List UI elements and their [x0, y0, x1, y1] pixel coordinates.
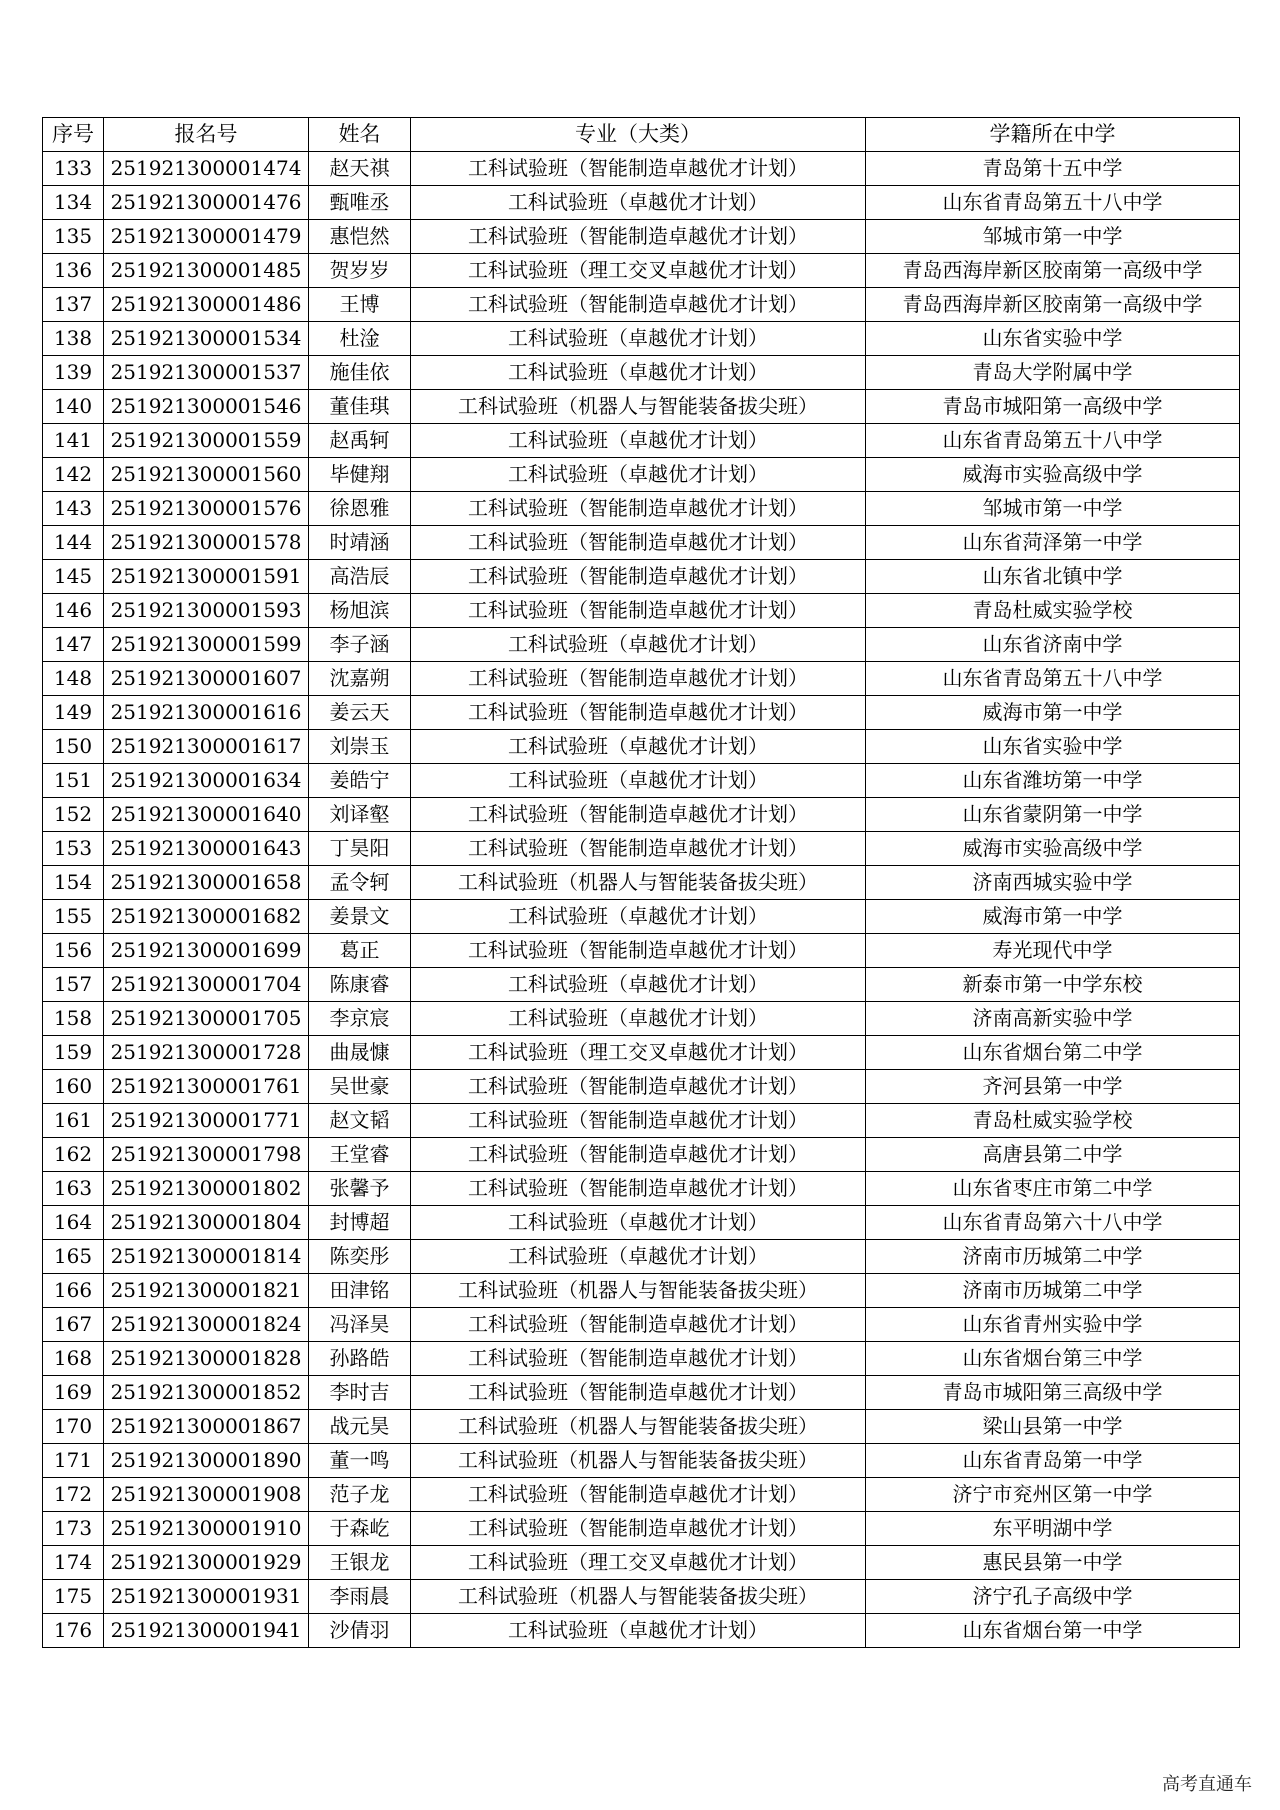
cell-seq: 136: [43, 254, 104, 288]
cell-major: 工科试验班（机器人与智能装备拔尖班）: [411, 866, 866, 900]
cell-name: 战元昊: [309, 1410, 411, 1444]
cell-seq: 159: [43, 1036, 104, 1070]
cell-major: 工科试验班（理工交叉卓越优才计划）: [411, 1036, 866, 1070]
cell-major: 工科试验班（卓越优才计划）: [411, 356, 866, 390]
cell-name: 吴世豪: [309, 1070, 411, 1104]
cell-registration-no: 251921300001728: [104, 1036, 309, 1070]
cell-major: 工科试验班（智能制造卓越优才计划）: [411, 526, 866, 560]
cell-registration-no: 251921300001591: [104, 560, 309, 594]
table-row: [43, 560, 1240, 594]
cell-registration-no: 251921300001804: [104, 1206, 309, 1240]
cell-school: 威海市实验高级中学: [866, 832, 1240, 866]
cell-registration-no: 251921300001576: [104, 492, 309, 526]
cell-seq: 157: [43, 968, 104, 1002]
table-row: [43, 152, 1240, 186]
cell-school: 邹城市第一中学: [866, 220, 1240, 254]
cell-registration-no: 251921300001578: [104, 526, 309, 560]
cell-name: 杜淦: [309, 322, 411, 356]
cell-registration-no: 251921300001761: [104, 1070, 309, 1104]
cell-school: 东平明湖中学: [866, 1512, 1240, 1546]
table-row: [43, 1546, 1240, 1580]
cell-school: 济南西城实验中学: [866, 866, 1240, 900]
cell-registration-no: 251921300001908: [104, 1478, 309, 1512]
table-row: [43, 526, 1240, 560]
cell-name: 孟令轲: [309, 866, 411, 900]
table-row: [43, 696, 1240, 730]
cell-registration-no: 251921300001821: [104, 1274, 309, 1308]
cell-seq: 155: [43, 900, 104, 934]
cell-school: 济宁孔子高级中学: [866, 1580, 1240, 1614]
cell-school: 济南高新实验中学: [866, 1002, 1240, 1036]
cell-school: 山东省烟台第二中学: [866, 1036, 1240, 1070]
cell-seq: 144: [43, 526, 104, 560]
cell-school: 青岛第十五中学: [866, 152, 1240, 186]
cell-registration-no: 251921300001643: [104, 832, 309, 866]
cell-major: 工科试验班（卓越优才计划）: [411, 900, 866, 934]
cell-school: 山东省枣庄市第二中学: [866, 1172, 1240, 1206]
table-row: [43, 764, 1240, 798]
cell-registration-no: 251921300001537: [104, 356, 309, 390]
cell-name: 曲晟慷: [309, 1036, 411, 1070]
table-row: [43, 322, 1240, 356]
cell-registration-no: 251921300001931: [104, 1580, 309, 1614]
cell-school: 青岛市城阳第三高级中学: [866, 1376, 1240, 1410]
cell-registration-no: 251921300001534: [104, 322, 309, 356]
cell-school: 济宁市兖州区第一中学: [866, 1478, 1240, 1512]
cell-seq: 161: [43, 1104, 104, 1138]
cell-seq: 156: [43, 934, 104, 968]
cell-name: 贺岁岁: [309, 254, 411, 288]
header-major: 专业（大类）: [411, 118, 866, 152]
cell-name: 董一鸣: [309, 1444, 411, 1478]
table-row: [43, 1614, 1240, 1648]
table-header-row: [43, 118, 1240, 152]
cell-major: 工科试验班（卓越优才计划）: [411, 1240, 866, 1274]
cell-seq: 167: [43, 1308, 104, 1342]
cell-seq: 165: [43, 1240, 104, 1274]
cell-major: 工科试验班（智能制造卓越优才计划）: [411, 288, 866, 322]
cell-name: 丁昊阳: [309, 832, 411, 866]
cell-school: 青岛西海岸新区胶南第一高级中学: [866, 254, 1240, 288]
cell-seq: 154: [43, 866, 104, 900]
table-row: [43, 1478, 1240, 1512]
table-row: [43, 1376, 1240, 1410]
cell-major: 工科试验班（卓越优才计划）: [411, 1206, 866, 1240]
cell-seq: 170: [43, 1410, 104, 1444]
table-row: [43, 1070, 1240, 1104]
table-row: [43, 424, 1240, 458]
cell-school: 济南市历城第二中学: [866, 1240, 1240, 1274]
cell-seq: 135: [43, 220, 104, 254]
cell-school: 山东省青州实验中学: [866, 1308, 1240, 1342]
cell-registration-no: 251921300001474: [104, 152, 309, 186]
cell-seq: 143: [43, 492, 104, 526]
cell-name: 姜景文: [309, 900, 411, 934]
cell-registration-no: 251921300001941: [104, 1614, 309, 1648]
cell-seq: 133: [43, 152, 104, 186]
table-row: [43, 832, 1240, 866]
table-row: [43, 1002, 1240, 1036]
cell-registration-no: 251921300001699: [104, 934, 309, 968]
cell-name: 徐恩雅: [309, 492, 411, 526]
cell-major: 工科试验班（智能制造卓越优才计划）: [411, 1512, 866, 1546]
cell-major: 工科试验班（智能制造卓越优才计划）: [411, 696, 866, 730]
cell-name: 李京宸: [309, 1002, 411, 1036]
cell-major: 工科试验班（机器人与智能装备拔尖班）: [411, 1444, 866, 1478]
cell-registration-no: 251921300001546: [104, 390, 309, 424]
cell-name: 陈奕彤: [309, 1240, 411, 1274]
cell-name: 姜云天: [309, 696, 411, 730]
table-row: [43, 1444, 1240, 1478]
cell-seq: 175: [43, 1580, 104, 1614]
table-row: [43, 492, 1240, 526]
cell-seq: 137: [43, 288, 104, 322]
cell-major: 工科试验班（智能制造卓越优才计划）: [411, 1138, 866, 1172]
cell-name: 董佳琪: [309, 390, 411, 424]
cell-registration-no: 251921300001658: [104, 866, 309, 900]
cell-seq: 138: [43, 322, 104, 356]
cell-seq: 160: [43, 1070, 104, 1104]
cell-major: 工科试验班（卓越优才计划）: [411, 968, 866, 1002]
cell-major: 工科试验班（卓越优才计划）: [411, 1002, 866, 1036]
table-row: [43, 288, 1240, 322]
cell-name: 封博超: [309, 1206, 411, 1240]
table-row: [43, 1138, 1240, 1172]
table-row: [43, 1172, 1240, 1206]
cell-name: 施佳依: [309, 356, 411, 390]
cell-name: 高浩辰: [309, 560, 411, 594]
table-row: [43, 594, 1240, 628]
cell-major: 工科试验班（智能制造卓越优才计划）: [411, 832, 866, 866]
cell-major: 工科试验班（智能制造卓越优才计划）: [411, 1104, 866, 1138]
cell-registration-no: 251921300001479: [104, 220, 309, 254]
cell-seq: 151: [43, 764, 104, 798]
cell-major: 工科试验班（卓越优才计划）: [411, 628, 866, 662]
cell-seq: 139: [43, 356, 104, 390]
cell-seq: 147: [43, 628, 104, 662]
cell-seq: 168: [43, 1342, 104, 1376]
table-row: [43, 1240, 1240, 1274]
cell-name: 毕健翔: [309, 458, 411, 492]
cell-seq: 171: [43, 1444, 104, 1478]
cell-seq: 169: [43, 1376, 104, 1410]
cell-name: 杨旭滨: [309, 594, 411, 628]
cell-registration-no: 251921300001771: [104, 1104, 309, 1138]
table-row: [43, 934, 1240, 968]
cell-registration-no: 251921300001640: [104, 798, 309, 832]
table-row: [43, 662, 1240, 696]
cell-registration-no: 251921300001634: [104, 764, 309, 798]
cell-registration-no: 251921300001824: [104, 1308, 309, 1342]
cell-name: 王银龙: [309, 1546, 411, 1580]
cell-major: 工科试验班（机器人与智能装备拔尖班）: [411, 1410, 866, 1444]
cell-school: 山东省菏泽第一中学: [866, 526, 1240, 560]
cell-major: 工科试验班（智能制造卓越优才计划）: [411, 798, 866, 832]
cell-school: 青岛市城阳第一高级中学: [866, 390, 1240, 424]
cell-major: 工科试验班（智能制造卓越优才计划）: [411, 662, 866, 696]
table-row: [43, 1274, 1240, 1308]
cell-major: 工科试验班（智能制造卓越优才计划）: [411, 934, 866, 968]
cell-seq: 142: [43, 458, 104, 492]
header-registration-no: 报名号: [104, 118, 309, 152]
cell-major: 工科试验班（智能制造卓越优才计划）: [411, 1478, 866, 1512]
cell-school: 山东省青岛第五十八中学: [866, 424, 1240, 458]
cell-seq: 141: [43, 424, 104, 458]
cell-registration-no: 251921300001867: [104, 1410, 309, 1444]
cell-registration-no: 251921300001910: [104, 1512, 309, 1546]
cell-seq: 148: [43, 662, 104, 696]
table-row: [43, 390, 1240, 424]
cell-seq: 152: [43, 798, 104, 832]
cell-school: 邹城市第一中学: [866, 492, 1240, 526]
cell-name: 沈嘉朔: [309, 662, 411, 696]
cell-school: 山东省青岛第五十八中学: [866, 662, 1240, 696]
cell-school: 齐河县第一中学: [866, 1070, 1240, 1104]
cell-major: 工科试验班（卓越优才计划）: [411, 764, 866, 798]
cell-name: 于森屹: [309, 1512, 411, 1546]
table-row: [43, 220, 1240, 254]
cell-registration-no: 251921300001599: [104, 628, 309, 662]
cell-school: 山东省烟台第三中学: [866, 1342, 1240, 1376]
cell-school: 青岛西海岸新区胶南第一高级中学: [866, 288, 1240, 322]
cell-major: 工科试验班（智能制造卓越优才计划）: [411, 220, 866, 254]
cell-registration-no: 251921300001890: [104, 1444, 309, 1478]
cell-registration-no: 251921300001616: [104, 696, 309, 730]
cell-name: 时靖涵: [309, 526, 411, 560]
cell-seq: 166: [43, 1274, 104, 1308]
cell-major: 工科试验班（智能制造卓越优才计划）: [411, 560, 866, 594]
cell-name: 姜皓宁: [309, 764, 411, 798]
cell-major: 工科试验班（智能制造卓越优才计划）: [411, 1376, 866, 1410]
cell-name: 刘崇玉: [309, 730, 411, 764]
table-row: [43, 628, 1240, 662]
cell-seq: 149: [43, 696, 104, 730]
cell-registration-no: 251921300001485: [104, 254, 309, 288]
cell-major: 工科试验班（机器人与智能装备拔尖班）: [411, 390, 866, 424]
cell-seq: 140: [43, 390, 104, 424]
cell-school: 山东省青岛第六十八中学: [866, 1206, 1240, 1240]
table-row: [43, 798, 1240, 832]
cell-registration-no: 251921300001486: [104, 288, 309, 322]
cell-seq: 134: [43, 186, 104, 220]
admission-list-table: [42, 117, 1240, 1648]
cell-name: 张馨予: [309, 1172, 411, 1206]
cell-name: 甄唯丞: [309, 186, 411, 220]
cell-major: 工科试验班（智能制造卓越优才计划）: [411, 594, 866, 628]
cell-major: 工科试验班（卓越优才计划）: [411, 322, 866, 356]
table-row: [43, 1104, 1240, 1138]
table-row: [43, 1512, 1240, 1546]
header-name: 姓名: [309, 118, 411, 152]
cell-school: 高唐县第二中学: [866, 1138, 1240, 1172]
cell-name: 赵文韬: [309, 1104, 411, 1138]
cell-name: 李时吉: [309, 1376, 411, 1410]
cell-registration-no: 251921300001798: [104, 1138, 309, 1172]
cell-major: 工科试验班（理工交叉卓越优才计划）: [411, 254, 866, 288]
cell-major: 工科试验班（卓越优才计划）: [411, 186, 866, 220]
cell-name: 李子涵: [309, 628, 411, 662]
cell-name: 王堂睿: [309, 1138, 411, 1172]
cell-major: 工科试验班（机器人与智能装备拔尖班）: [411, 1580, 866, 1614]
cell-seq: 164: [43, 1206, 104, 1240]
cell-seq: 176: [43, 1614, 104, 1648]
cell-seq: 163: [43, 1172, 104, 1206]
cell-major: 工科试验班（智能制造卓越优才计划）: [411, 1070, 866, 1104]
cell-registration-no: 251921300001682: [104, 900, 309, 934]
cell-major: 工科试验班（卓越优才计划）: [411, 1614, 866, 1648]
table-row: [43, 730, 1240, 764]
cell-school: 山东省潍坊第一中学: [866, 764, 1240, 798]
table-row: [43, 1342, 1240, 1376]
table-body: [43, 152, 1240, 1648]
table-row: [43, 1410, 1240, 1444]
cell-school: 山东省济南中学: [866, 628, 1240, 662]
cell-seq: 146: [43, 594, 104, 628]
cell-major: 工科试验班（智能制造卓越优才计划）: [411, 152, 866, 186]
cell-name: 赵禹轲: [309, 424, 411, 458]
cell-name: 王博: [309, 288, 411, 322]
cell-school: 山东省青岛第五十八中学: [866, 186, 1240, 220]
header-school: 学籍所在中学: [866, 118, 1240, 152]
cell-major: 工科试验班（智能制造卓越优才计划）: [411, 1308, 866, 1342]
cell-registration-no: 251921300001704: [104, 968, 309, 1002]
cell-school: 济南市历城第二中学: [866, 1274, 1240, 1308]
header-seq: 序号: [43, 118, 104, 152]
cell-school: 山东省北镇中学: [866, 560, 1240, 594]
cell-school: 山东省青岛第一中学: [866, 1444, 1240, 1478]
table-row: [43, 186, 1240, 220]
cell-name: 惠恺然: [309, 220, 411, 254]
cell-school: 梁山县第一中学: [866, 1410, 1240, 1444]
cell-school: 青岛杜威实验学校: [866, 594, 1240, 628]
cell-school: 威海市实验高级中学: [866, 458, 1240, 492]
table-row: [43, 900, 1240, 934]
cell-seq: 145: [43, 560, 104, 594]
cell-name: 冯泽昊: [309, 1308, 411, 1342]
cell-seq: 174: [43, 1546, 104, 1580]
table-row: [43, 968, 1240, 1002]
cell-name: 范子龙: [309, 1478, 411, 1512]
cell-major: 工科试验班（理工交叉卓越优才计划）: [411, 1546, 866, 1580]
cell-seq: 158: [43, 1002, 104, 1036]
cell-major: 工科试验班（卓越优才计划）: [411, 730, 866, 764]
cell-name: 陈康睿: [309, 968, 411, 1002]
table-row: [43, 1580, 1240, 1614]
cell-major: 工科试验班（智能制造卓越优才计划）: [411, 1342, 866, 1376]
cell-school: 威海市第一中学: [866, 900, 1240, 934]
cell-registration-no: 251921300001559: [104, 424, 309, 458]
cell-school: 新泰市第一中学东校: [866, 968, 1240, 1002]
cell-registration-no: 251921300001814: [104, 1240, 309, 1274]
cell-registration-no: 251921300001617: [104, 730, 309, 764]
cell-registration-no: 251921300001828: [104, 1342, 309, 1376]
table-row: [43, 458, 1240, 492]
cell-name: 沙倩羽: [309, 1614, 411, 1648]
table-row: [43, 254, 1240, 288]
cell-name: 李雨晨: [309, 1580, 411, 1614]
table-row: [43, 1036, 1240, 1070]
cell-seq: 150: [43, 730, 104, 764]
cell-major: 工科试验班（机器人与智能装备拔尖班）: [411, 1274, 866, 1308]
cell-school: 山东省蒙阴第一中学: [866, 798, 1240, 832]
cell-seq: 153: [43, 832, 104, 866]
cell-school: 青岛大学附属中学: [866, 356, 1240, 390]
cell-seq: 172: [43, 1478, 104, 1512]
table-row: [43, 866, 1240, 900]
cell-school: 山东省实验中学: [866, 322, 1240, 356]
cell-school: 寿光现代中学: [866, 934, 1240, 968]
cell-registration-no: 251921300001593: [104, 594, 309, 628]
cell-name: 田津铭: [309, 1274, 411, 1308]
cell-school: 威海市第一中学: [866, 696, 1240, 730]
cell-registration-no: 251921300001560: [104, 458, 309, 492]
table-row: [43, 356, 1240, 390]
cell-major: 工科试验班（卓越优才计划）: [411, 424, 866, 458]
cell-registration-no: 251921300001607: [104, 662, 309, 696]
cell-name: 赵天祺: [309, 152, 411, 186]
cell-seq: 162: [43, 1138, 104, 1172]
cell-major: 工科试验班（卓越优才计划）: [411, 458, 866, 492]
cell-registration-no: 251921300001929: [104, 1546, 309, 1580]
cell-name: 葛正: [309, 934, 411, 968]
watermark-text: 高考直通车: [1162, 1774, 1252, 1795]
cell-school: 惠民县第一中学: [866, 1546, 1240, 1580]
cell-name: 孙路皓: [309, 1342, 411, 1376]
cell-school: 山东省实验中学: [866, 730, 1240, 764]
table-row: [43, 1308, 1240, 1342]
cell-school: 山东省烟台第一中学: [866, 1614, 1240, 1648]
cell-school: 青岛杜威实验学校: [866, 1104, 1240, 1138]
cell-registration-no: 251921300001476: [104, 186, 309, 220]
cell-major: 工科试验班（智能制造卓越优才计划）: [411, 492, 866, 526]
table-row: [43, 1206, 1240, 1240]
cell-major: 工科试验班（智能制造卓越优才计划）: [411, 1172, 866, 1206]
cell-seq: 173: [43, 1512, 104, 1546]
cell-name: 刘译壑: [309, 798, 411, 832]
cell-registration-no: 251921300001852: [104, 1376, 309, 1410]
cell-registration-no: 251921300001705: [104, 1002, 309, 1036]
cell-registration-no: 251921300001802: [104, 1172, 309, 1206]
